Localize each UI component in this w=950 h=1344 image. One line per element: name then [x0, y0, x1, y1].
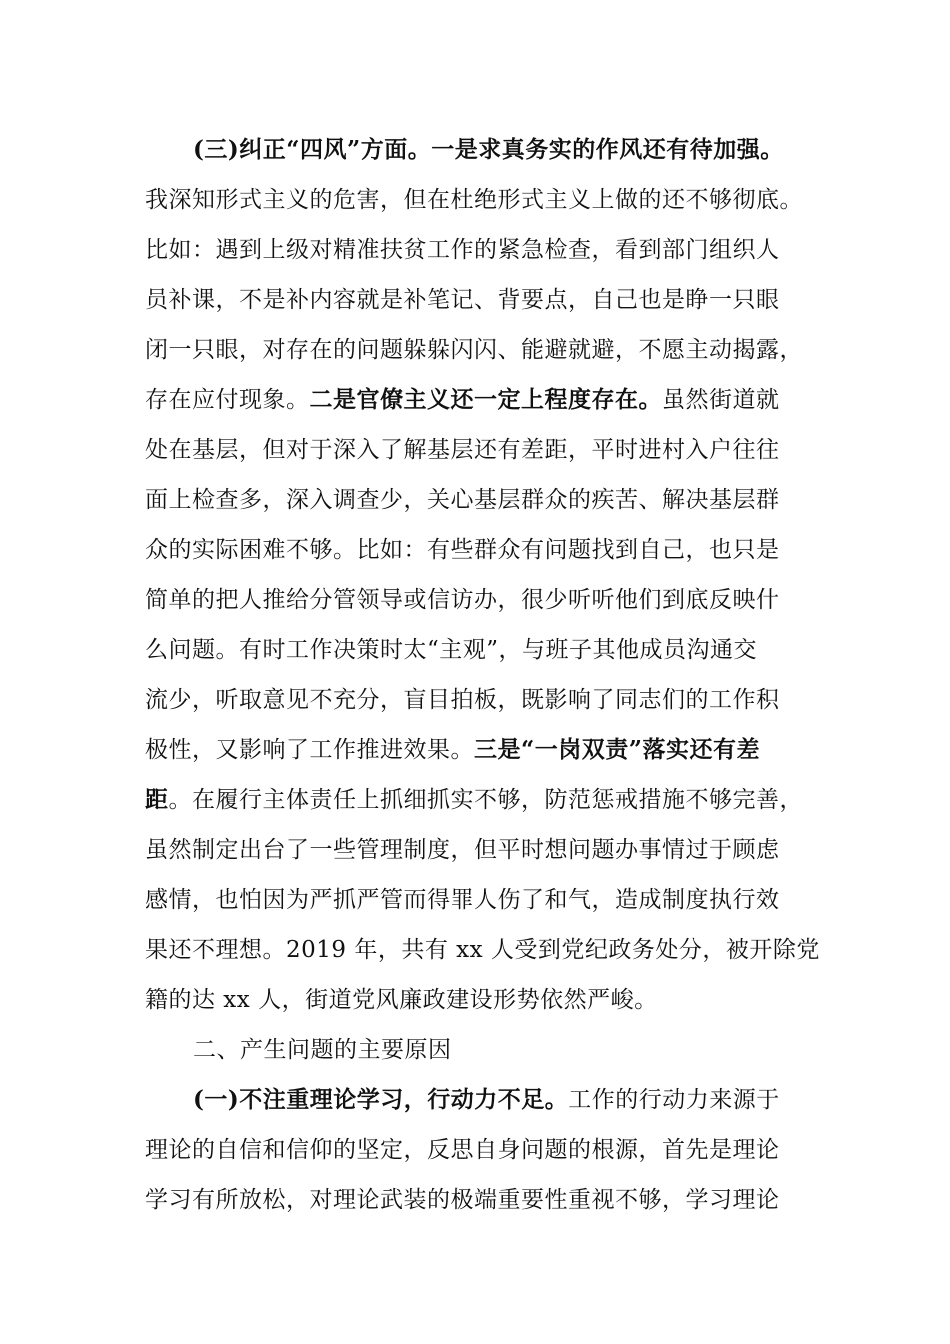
text-span: 闭一只眼，对存在的问题躲躲闪闪、能避就避，不愿主动揭露， — [145, 337, 803, 363]
text-span: 。在履行主体责任上抓细抓实不够，防范惩戒措施不够完善， — [168, 787, 803, 813]
paragraph-line-9 — [145, 535, 805, 565]
text-span: 众的实际困难不够。比如：有些群众有问题找到自己，也只是 — [145, 537, 780, 563]
paragraph-line-21 — [145, 1135, 805, 1165]
paragraph-line-7 — [145, 435, 805, 465]
bold-span: (一)不注重理论学习，行动力不足。 — [193, 1086, 569, 1113]
heading-text: 二、产生问题的主要原因 — [193, 1037, 452, 1063]
text-span: 面上检查多，深入调查少，关心基层群众的疾苦、解决基层群 — [145, 487, 780, 513]
paragraph-line-18 — [145, 985, 805, 1015]
text-span: 学习有所放松，对理论武装的极端重要性重视不够，学习理论 — [145, 1187, 780, 1213]
paragraph-line-12 — [145, 685, 805, 715]
text-span: 存在应付现象。 — [145, 387, 310, 413]
text-span: 虽然街道就 — [662, 387, 780, 413]
paragraph-line-10 — [145, 585, 805, 615]
section-heading — [193, 1035, 805, 1065]
text-span: 我深知形式主义的危害，但在杜绝形式主义上做的还不够彻底。 — [145, 187, 803, 213]
paragraph-line-2 — [145, 185, 805, 215]
text-span: 么问题。有时工作决策时太“主观”，与班子其他成员沟通交 — [145, 637, 758, 663]
paragraph-line-11 — [145, 635, 805, 665]
text-span: 感情，也怕因为严抓严管而得罪人伤了和气，造成制度执行效 — [145, 887, 780, 913]
text-span: 比如：遇到上级对精准扶贫工作的紧急检查，看到部门组织人 — [145, 237, 780, 263]
bold-span: (三)纠正“四风”方面。一是求真务实的作风还有待加强。 — [193, 136, 784, 163]
paragraph-line-16 — [145, 885, 805, 915]
text-span: 籍的达 xx 人，街道党风廉政建设形势依然严峻。 — [145, 987, 658, 1013]
paragraph-line-22 — [145, 1185, 805, 1215]
text-span: 理论的自信和信仰的坚定，反思自身问题的根源，首先是理论 — [145, 1137, 780, 1163]
paragraph-line-5 — [145, 335, 805, 365]
text-span: 处在基层，但对于深入了解基层还有差距，平时进村入户往往 — [145, 437, 780, 463]
bold-span: 二是官僚主义还一定上程度存在。 — [309, 386, 662, 413]
text-span: 流少，听取意见不充分，盲目拍板，既影响了同志们的工作积 — [145, 687, 780, 713]
bold-span: 距 — [145, 786, 169, 813]
paragraph-line-4 — [145, 285, 805, 315]
text-span: 果还不理想。2019 年，共有 xx 人受到党纪政务处分，被开除党 — [145, 937, 820, 963]
paragraph-line-14 — [145, 785, 805, 815]
paragraph-line-17 — [145, 935, 820, 965]
text-span: 工作的行动力来源于 — [568, 1087, 780, 1113]
paragraph-line-1 — [193, 135, 805, 165]
bold-span: 三是“一岗双责”落实还有差 — [474, 736, 760, 763]
paragraph-line-8 — [145, 485, 805, 515]
paragraph-line-3 — [145, 235, 805, 265]
text-span: 简单的把人推给分管领导或信访办，很少听听他们到底反映什 — [145, 587, 780, 613]
text-span: 极性，又影响了工作推进效果。 — [145, 737, 474, 763]
paragraph-line-6 — [145, 385, 805, 415]
paragraph-line-13 — [145, 735, 805, 765]
paragraph-line-15 — [145, 835, 805, 865]
text-span: 虽然制定出台了一些管理制度，但平时想问题办事情过于顾虑 — [145, 837, 780, 863]
text-span: 员补课，不是补内容就是补笔记、背要点，自己也是睁一只眼 — [145, 287, 780, 313]
paragraph-line-20 — [193, 1085, 805, 1115]
